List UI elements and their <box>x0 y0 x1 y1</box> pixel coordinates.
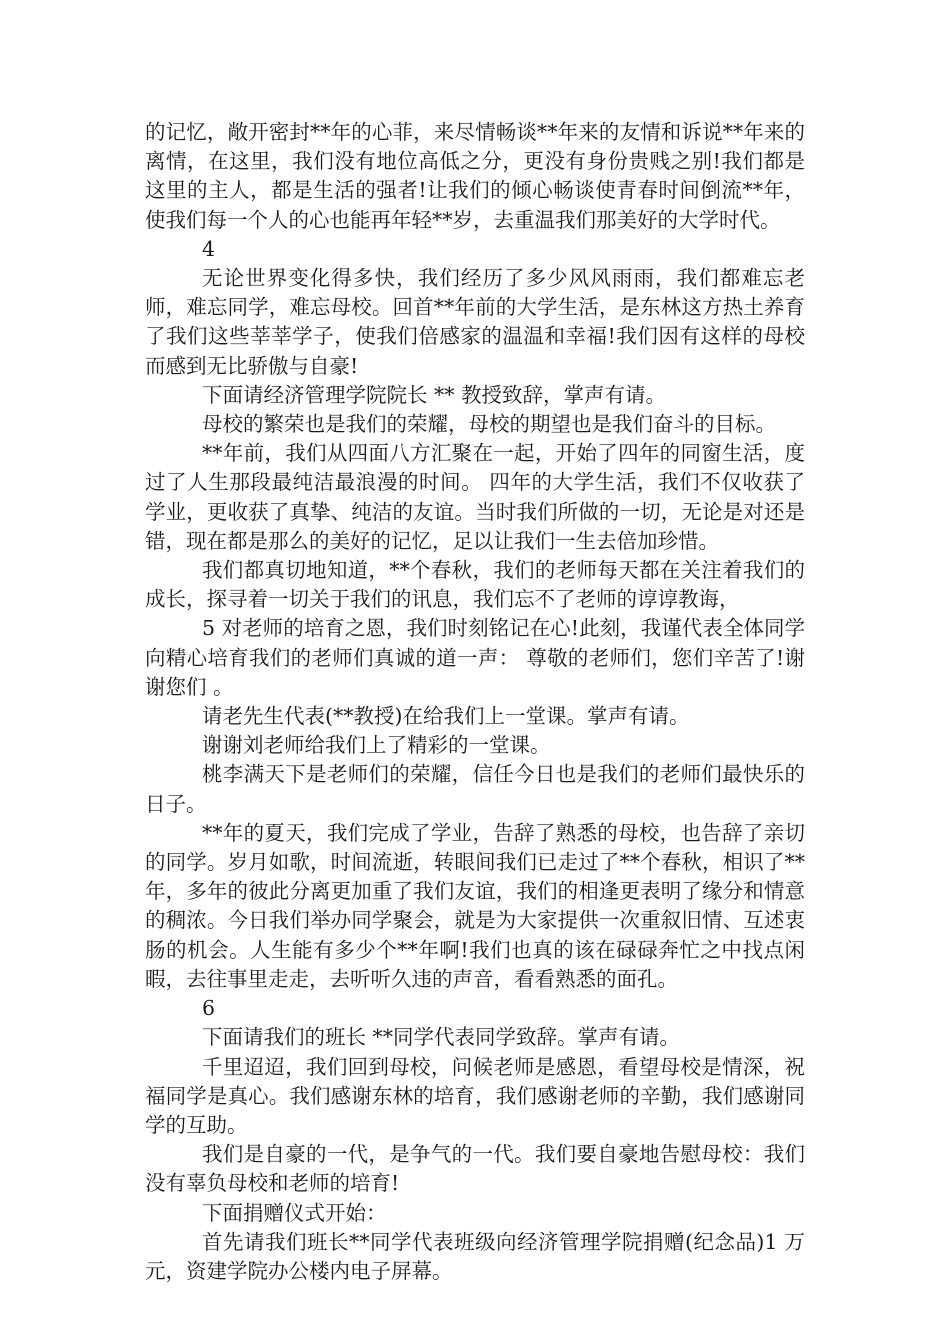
paragraph: 请老先生代表(**教授)在给我们上一堂课。掌声有请。 <box>202 704 690 729</box>
paragraph: 谢谢刘老师给我们上了精彩的一堂课。 <box>202 733 551 758</box>
paragraph: 我们是自豪的一代，是争气的一代。我们要自豪地告慰母校：我们没有辜负母校和老师的培育! <box>145 1142 805 1196</box>
paragraph: 桃李满天下是老师们的荣耀，信任今日也是我们的老师们最快乐的日子。 <box>145 762 805 816</box>
paragraph: **年的夏天，我们完成了学业，告辞了熟悉的母校，也告辞了亲切的同学。岁月如歌，时间流逝，转眼间我们已走过了**个春秋，相识了**年，多年的彼此分离更加重了我们友谊，我们的相逢更表明了缘分和情意的稠浓。今日我们举办同学聚会，就是为大家提供一次重叙旧情、互述衷肠的机会。人生能有多少个**年啊!我们也真的该在碌碌奔忙之中找点闲暇，去往事里走走，去听听久违的声音，看看熟悉的面孔。 <box>145 820 805 991</box>
page-number-4: 4 <box>202 236 216 261</box>
paragraph-continued: 的记忆，敞开密封**年的心菲，来尽情畅谈**年来的友情和诉说**年来的离情，在这里，我们没有地位高低之分，更没有身份贵贱之别!我们都是这里的主人，都是生活的强者!让我们的倾心畅谈使青春时间倒流**年，使我们每一个人的心也能再年轻**岁，去重温我们那美好的大学时代。 <box>145 120 805 232</box>
paragraph: 下面请我们的班长 **同学代表同学致辞。掌声有请。 <box>202 1025 681 1050</box>
paragraph: 千里迢迢，我们回到母校，问候老师是感恩，看望母校是情深，祝福同学是真心。我们感谢东林的培育，我们感谢老师的辛勤，我们感谢同学的互助。 <box>145 1054 805 1137</box>
paragraph: 我们都真切地知道，**个春秋，我们的老师每天都在关注着我们的成长，探寻着一切关于我们的讯息，我们忘不了老师的谆谆教诲， <box>145 558 805 612</box>
document-page <box>145 118 805 1286</box>
paragraph: 下面捐赠仪式开始： <box>202 1200 387 1225</box>
paragraph: 首先请我们班长**同学代表班级向经济管理学院捐赠(纪念品)1 万元，资建学院办公楼内电子屏幕。 <box>145 1229 805 1283</box>
paragraph: 母校的繁荣也是我们的荣耀，母校的期望也是我们奋斗的目标。 <box>202 412 776 437</box>
page-number-6: 6 <box>202 996 216 1021</box>
paragraph: **年前，我们从四面八方汇聚在一起，开始了四年的同窗生活，度过了人生那段最纯洁最浪漫的时间。 四年的大学生活，我们不仅收获了学业，更收获了真挚、纯洁的友谊。当时我们所做的一切，无论是对还是错，现在都是那么的美好的记忆，足以让我们一生去倍加珍惜。 <box>145 441 805 553</box>
paragraph: 5 对老师的培育之恩，我们时刻铭记在心!此刻，我谨代表全体同学向精心培育我们的老师们真诚的道一声： 尊敬的老师们，您们辛苦了!谢谢您们 。 <box>145 616 805 699</box>
paragraph: 无论世界变化得多快，我们经历了多少风风雨雨，我们都难忘老师，难忘同学，难忘母校。回首**年前的大学生活，是东林这方热土养育了我们这些莘莘学子，使我们倍感家的温温和幸福!我们因有这样的母校而感到无比骄傲与自豪! <box>145 266 805 378</box>
paragraph: 下面请经济管理学院院长 ** 教授致辞，掌声有请。 <box>202 382 667 407</box>
